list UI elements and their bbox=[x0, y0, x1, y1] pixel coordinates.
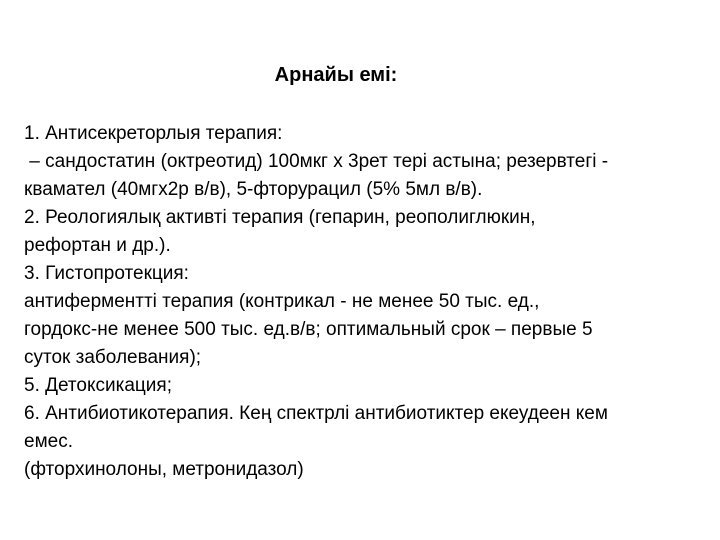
body-line-6: 3. Гистопротекция: bbox=[24, 263, 189, 284]
body-line-12: емес. bbox=[24, 431, 73, 452]
body-line-2: – сандостатин (октреотид) 100мкг х 3рет тері астына; резервтегі - bbox=[24, 151, 609, 172]
body-line-11: 6. Антибиотикотерапия. Кең спектрлі антибиотиктер екеудеен кем bbox=[24, 403, 608, 424]
body-line-3: квамател (40мгх2р в/в), 5-фторурацил (5% 5мл в/в). bbox=[24, 179, 483, 200]
body-line-5: рефортан и др.). bbox=[24, 235, 171, 256]
body-line-9: суток заболевания); bbox=[24, 347, 202, 368]
body-line-13: (фторхинолоны, метронидазол) bbox=[24, 459, 304, 480]
body-line-10: 5. Детоксикация; bbox=[24, 375, 172, 396]
body-line-4: 2. Реологиялық активті терапия (гепарин, реополиглюкин, bbox=[24, 207, 536, 228]
slide-title: Арнайы емі: bbox=[274, 64, 398, 86]
body-line-7: антиферментті терапия (контрикал - не менее 50 тыс. ед., bbox=[24, 291, 540, 312]
body-line-8: гордокс-не менее 500 тыс. ед.в/в; оптимальный срок – первые 5 bbox=[24, 319, 593, 340]
slide-body bbox=[24, 120, 714, 484]
body-line-1: 1. Антисекреторлыя терапия: bbox=[24, 123, 283, 144]
